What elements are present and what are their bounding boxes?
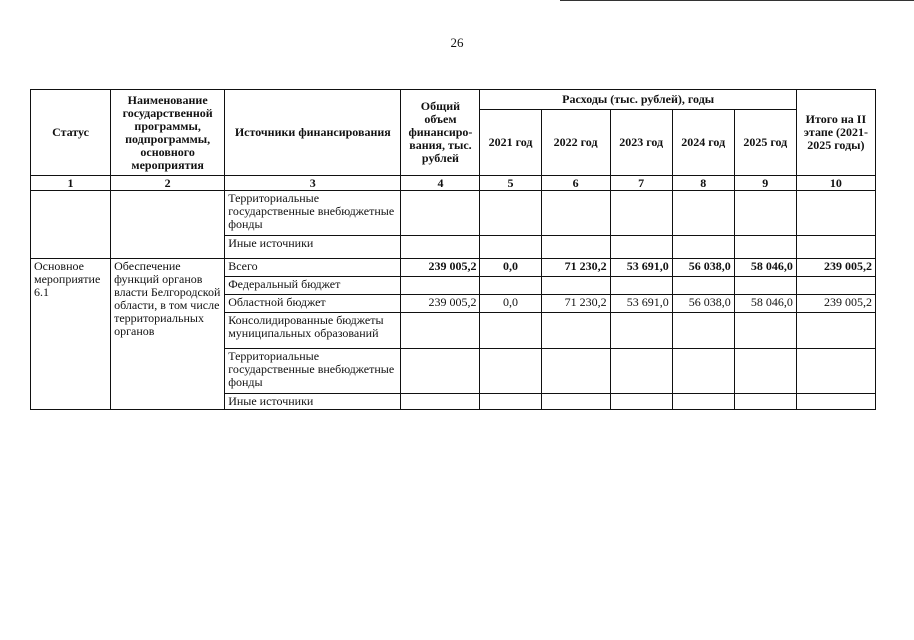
header-year-2021: 2021 год: [480, 110, 541, 176]
value-cell: [796, 349, 875, 394]
header-name: Наименование государственной программы, подпрограммы, основного мероприятия: [111, 90, 225, 176]
table-row: [31, 259, 876, 277]
value-cell: [796, 277, 875, 295]
year-2023-cell: 53 691,0: [610, 295, 672, 313]
header-itogo: Итого на II этапе (2021-2025 годы): [796, 90, 875, 176]
total-cell: 239 005,2: [401, 259, 480, 277]
value-cell: [672, 236, 734, 259]
value-cell: [734, 349, 796, 394]
value-cell: [480, 394, 541, 410]
year-2021-cell: 0,0: [480, 259, 541, 277]
header-expenses-group: Расходы (тыс. рублей), годы: [480, 90, 796, 110]
header-year-2025: 2025 год: [734, 110, 796, 176]
value-cell: [541, 236, 610, 259]
value-cell: [672, 191, 734, 236]
total-cell: 239 005,2: [401, 295, 480, 313]
header-year-2024: 2024 год: [672, 110, 734, 176]
value-cell: [541, 349, 610, 394]
value-cell: [672, 394, 734, 410]
value-cell: [401, 277, 480, 295]
measure-name-cell: Обеспечение функций органов власти Белгородской области, в том числе территориальных органов: [111, 259, 225, 410]
value-cell: [541, 191, 610, 236]
source-cell: Консолидированные бюджеты муниципальных образований: [225, 313, 401, 349]
value-cell: [672, 349, 734, 394]
value-cell: [610, 349, 672, 394]
year-2023-cell: 53 691,0: [610, 259, 672, 277]
header-year-2023: 2023 год: [610, 110, 672, 176]
value-cell: [480, 313, 541, 349]
column-number: 8: [672, 176, 734, 191]
header-total-volume: Общий объем финансиро-вания, тыс. рублей: [401, 90, 480, 176]
source-cell: Федеральный бюджет: [225, 277, 401, 295]
itogo-cell: 239 005,2: [796, 259, 875, 277]
header-sources: Источники финансирования: [225, 90, 401, 176]
value-cell: [796, 236, 875, 259]
value-cell: [734, 191, 796, 236]
column-number: 7: [610, 176, 672, 191]
value-cell: [401, 191, 480, 236]
value-cell: [796, 313, 875, 349]
value-cell: [734, 394, 796, 410]
status-cell: Основное мероприятие 6.1: [31, 259, 111, 410]
value-cell: [541, 313, 610, 349]
value-cell: [796, 191, 875, 236]
scan-edge-line: [560, 0, 914, 1]
column-number: 4: [401, 176, 480, 191]
column-number: 1: [31, 176, 111, 191]
value-cell: [541, 394, 610, 410]
year-2021-cell: 0,0: [480, 295, 541, 313]
column-number: 6: [541, 176, 610, 191]
value-cell: [796, 394, 875, 410]
value-cell: [480, 277, 541, 295]
year-2022-cell: 71 230,2: [541, 259, 610, 277]
column-number: 10: [796, 176, 875, 191]
year-2024-cell: 56 038,0: [672, 259, 734, 277]
page-number: 26: [450, 35, 464, 50]
column-number: 2: [111, 176, 225, 191]
column-number: 5: [480, 176, 541, 191]
status-cell-empty: [31, 191, 111, 259]
value-cell: [401, 394, 480, 410]
value-cell: [610, 236, 672, 259]
table-row: [31, 191, 876, 236]
source-cell: Территориальные государственные внебюджетные фонды: [225, 349, 401, 394]
value-cell: [610, 313, 672, 349]
source-cell: Иные источники: [225, 394, 401, 410]
source-cell: Иные источники: [225, 236, 401, 259]
column-number: 9: [734, 176, 796, 191]
value-cell: [734, 277, 796, 295]
value-cell: [610, 277, 672, 295]
value-cell: [401, 313, 480, 349]
value-cell: [480, 191, 541, 236]
source-cell: Территориальные государственные внебюджетные фонды: [225, 191, 401, 236]
source-cell: Всего: [225, 259, 401, 277]
column-number: 3: [225, 176, 401, 191]
year-2025-cell: 58 046,0: [734, 259, 796, 277]
value-cell: [734, 313, 796, 349]
header-status: Статус: [31, 90, 111, 176]
value-cell: [401, 236, 480, 259]
year-2024-cell: 56 038,0: [672, 295, 734, 313]
value-cell: [541, 277, 610, 295]
value-cell: [734, 236, 796, 259]
year-2022-cell: 71 230,2: [541, 295, 610, 313]
value-cell: [610, 394, 672, 410]
financing-table: [30, 89, 876, 410]
value-cell: [610, 191, 672, 236]
value-cell: [672, 313, 734, 349]
value-cell: [480, 236, 541, 259]
year-2025-cell: 58 046,0: [734, 295, 796, 313]
name-cell-empty: [111, 191, 225, 259]
value-cell: [480, 349, 541, 394]
itogo-cell: 239 005,2: [796, 295, 875, 313]
value-cell: [401, 349, 480, 394]
value-cell: [672, 277, 734, 295]
source-cell: Областной бюджет: [225, 295, 401, 313]
header-year-2022: 2022 год: [541, 110, 610, 176]
